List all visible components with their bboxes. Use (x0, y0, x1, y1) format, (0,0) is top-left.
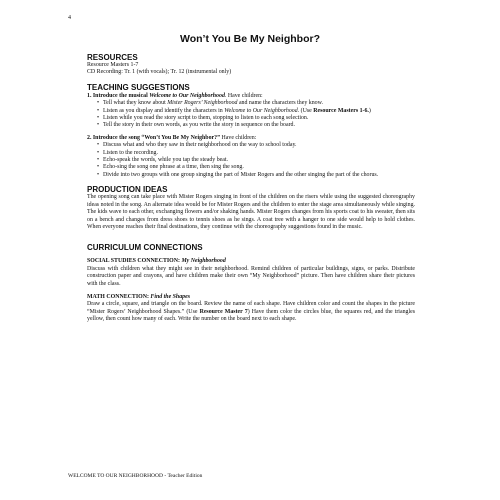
social-studies-heading: SOCIAL STUDIES CONNECTION: My Neighborhood (87, 258, 226, 265)
resources-line: Resource Masters 1-7 (87, 62, 139, 68)
teaching-heading: TEACHING SUGGESTIONS (87, 82, 190, 92)
curriculum-heading: CURRICULUM CONNECTIONS (87, 243, 203, 253)
list-item: • Echo-speak the words, while you tap the steady beat. (103, 157, 415, 164)
page-footer: WELCOME TO OUR NEIGHBORHOOD - Teacher Edition (68, 473, 203, 479)
social-studies-text: Discuss with children what they might see in their neighborhood. Remind children of particular buildings, signs, or parks. Distribute construction paper and crayons, and have children make their own “My Neighborhood” picture. Then have children share their pictures with the class. (87, 265, 415, 287)
list-item: • Tell the story in their own words, as you write the story in sequence on the board. (103, 122, 415, 129)
list-item: • Listen to the recording. (103, 150, 415, 157)
teaching-step-2-list (87, 142, 415, 179)
list-item: • Listen as you display and identify the characters in Welcome to Our Neighborhood. (Use Resource Masters 1-6.) (103, 108, 415, 115)
list-item: • Echo-sing the song one phrase at a time, then sing the song. (103, 164, 415, 171)
page-title: Won’t You Be My Neighbor? (180, 33, 320, 45)
math-text: Draw a circle, square, and triangle on the board. Review the name of each shape. Have children color and count the shapes in the picture “Mister Rogers’ Neighborhood Shapes.” (Use Resource Master 7) Have them color the circles blue, the squares red, and the triangles yellow, then count how many of each. Write the number on the board next to each shape. (87, 301, 415, 323)
list-item: • Discuss what and who they saw in their neighborhood on the way to school today. (103, 142, 415, 149)
teaching-step-1: 1. Introduce the musical Welcome to Our Neighborhood. Have children: (87, 92, 263, 99)
page-number: 4 (68, 15, 71, 21)
list-item: • Tell what they know about Mister Rogers’ Neighborhood and name the characters they know. (103, 100, 415, 107)
teaching-step-2: 2. Introduce the song “Won’t You Be My Neighbor?” Have children: (87, 134, 257, 141)
page-content (87, 53, 415, 324)
production-heading: PRODUCTION IDEAS (87, 185, 168, 195)
resources-heading: RESOURCES (87, 53, 138, 62)
list-item: • Listen while you read the story script to them, stopping to listen to each song selection. (103, 115, 415, 122)
list-item: • Divide into two groups with one group singing the part of Mister Rogers and the other singing the part of the chorus. (103, 172, 415, 179)
production-text: The opening song can take place with Mister Rogers singing in front of the children on the risers while using the suggested choreography ideas noted in the song. An alternate idea would be for Mister Rogers and the children to enter the stage area simultaneously while singing. The kids wave to each other, exchanging flowers and/or shaking hands. Mister Rogers changes from his sports coat to his sweater, then sits on a bench and changes from dress shoes to tennis shoes as he sings. A coat tree with a hanger to one side would help to hold clothes. When everyone reaches their final destinations, they continue with the choreography suggestions found in the music. (87, 194, 415, 230)
teaching-step-1-list (87, 100, 415, 130)
math-heading: MATH CONNECTION: Find the Shapes (87, 293, 190, 300)
resources-line: CD Recording: Tr. 1 (with vocals); Tr. 12 (instrumental only) (87, 69, 232, 76)
